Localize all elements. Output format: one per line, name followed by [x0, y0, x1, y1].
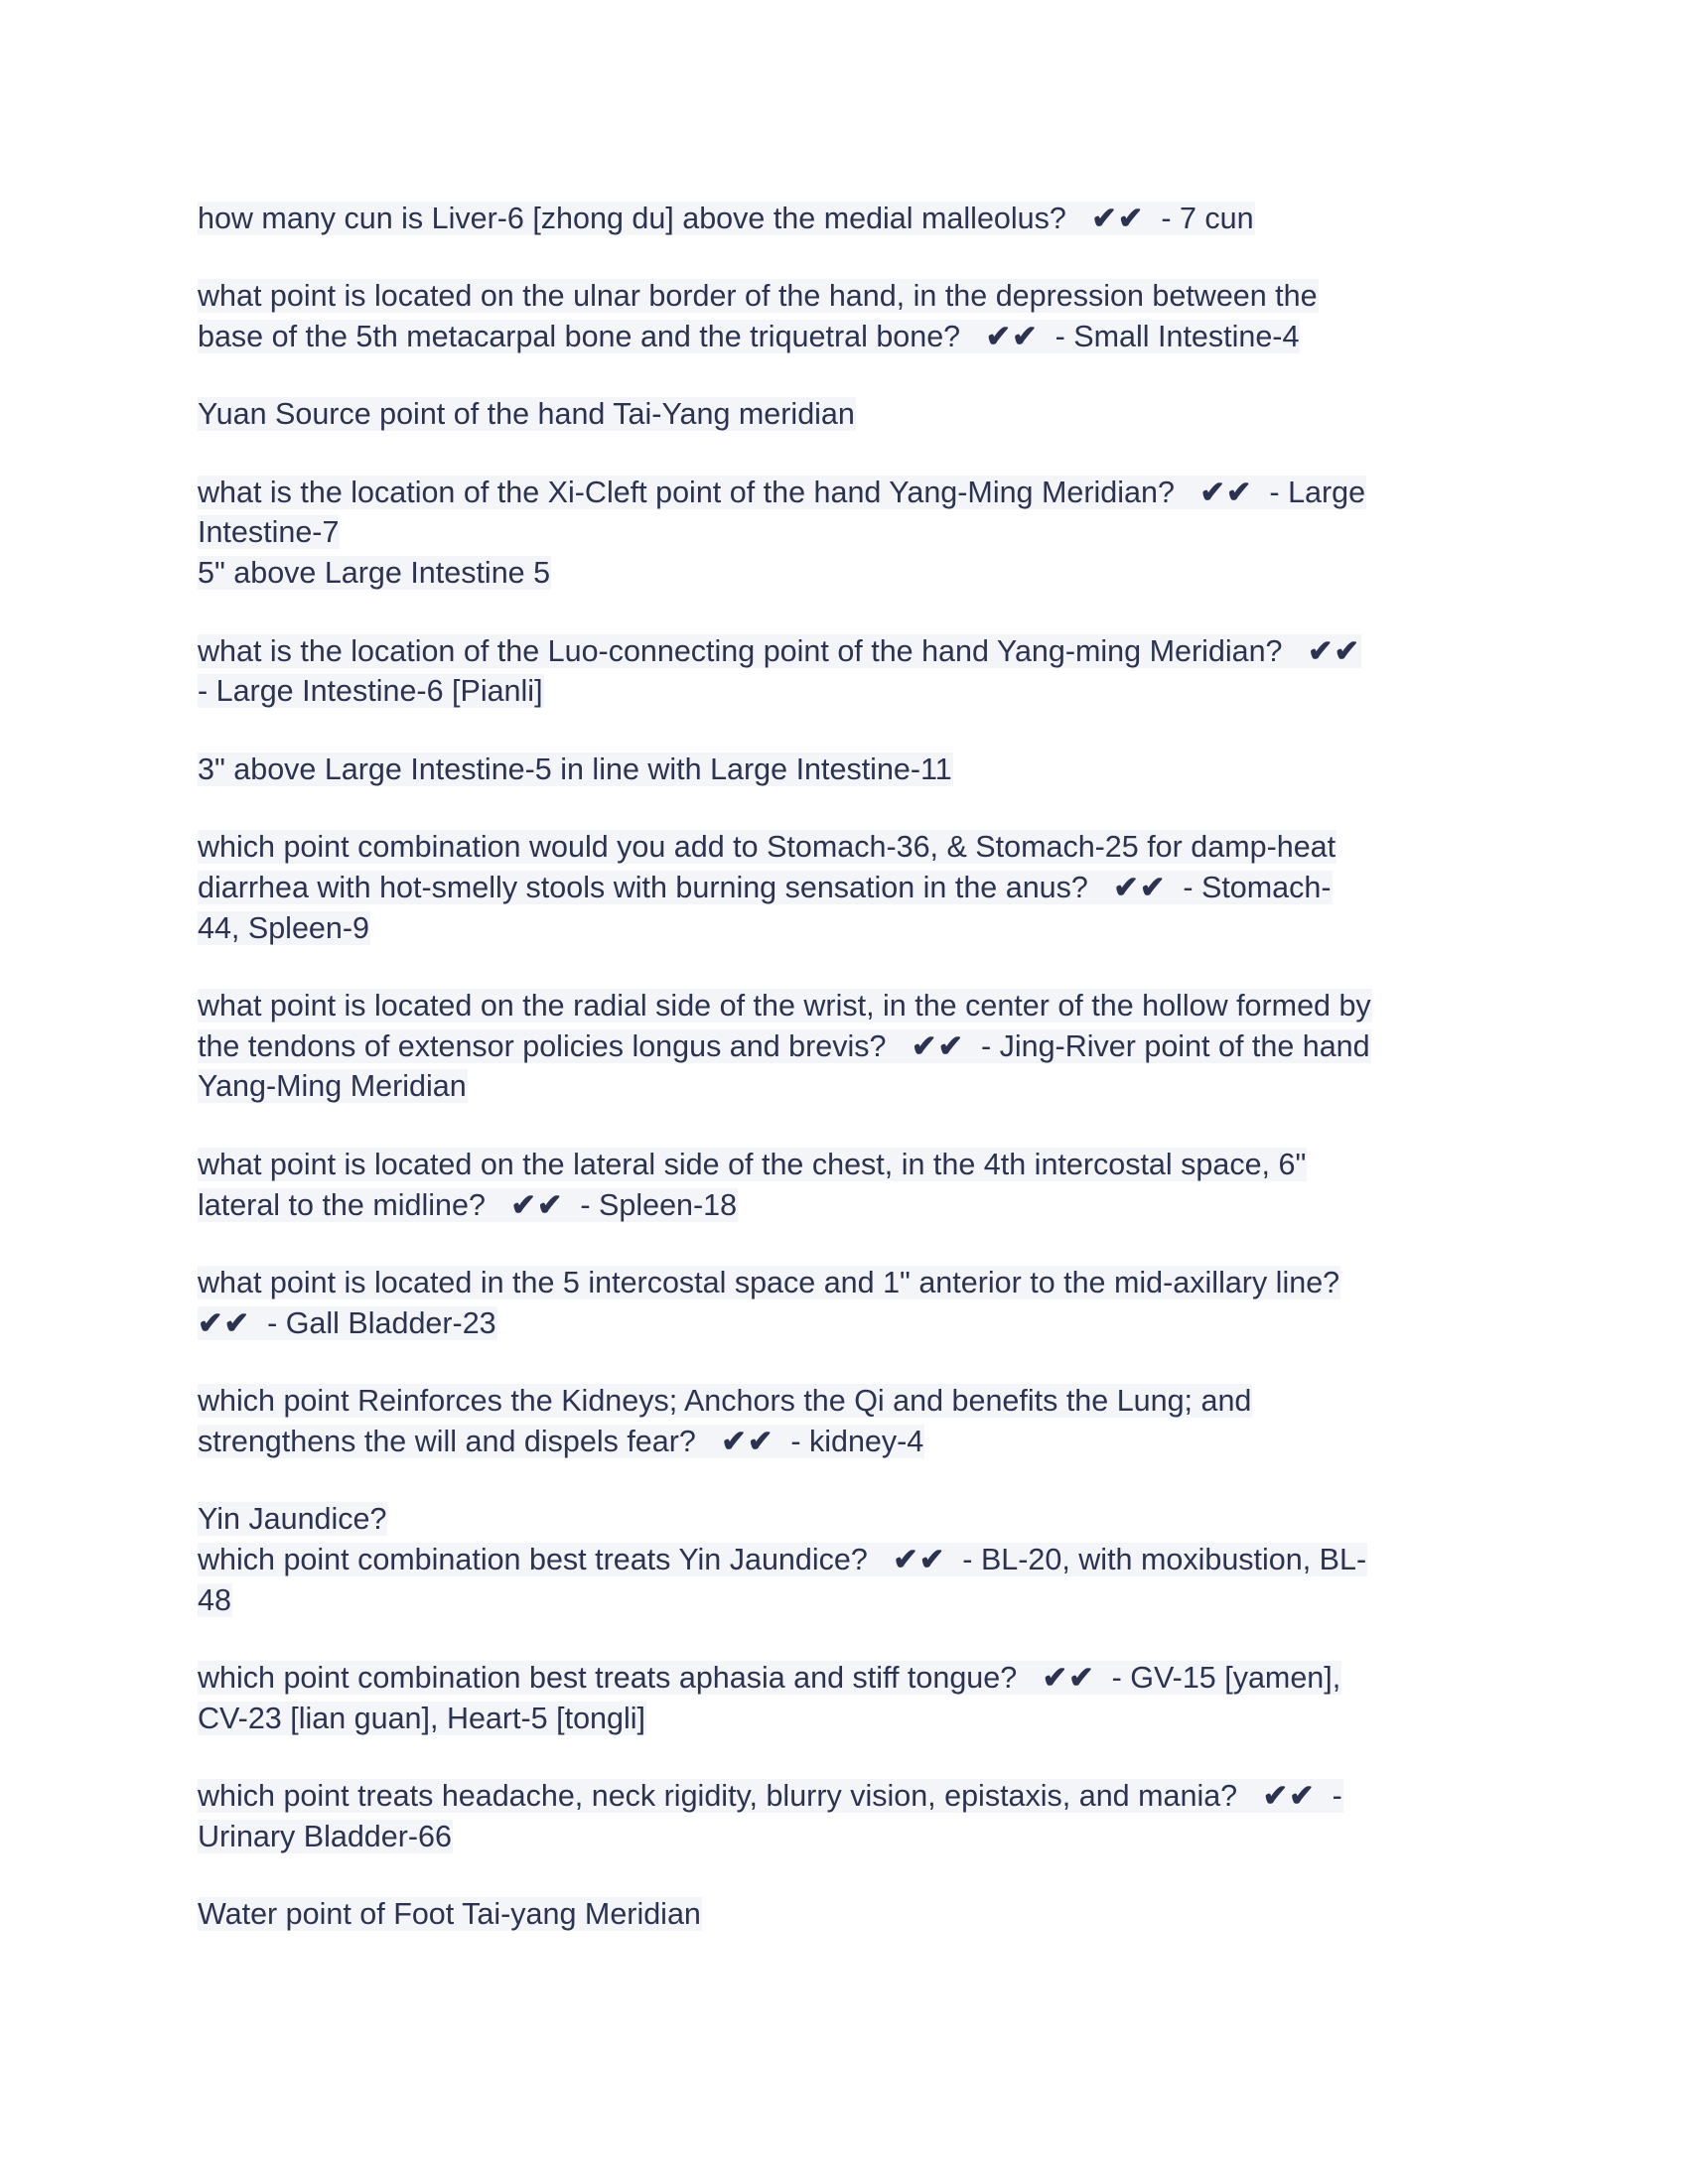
highlighted-text: [198, 1543, 1367, 1576]
question-text: Yuan Source point of the hand Tai-Yang meridian: [198, 397, 855, 432]
highlighted-text: [198, 1702, 646, 1735]
highlighted-text: [198, 202, 1255, 235]
text-line: [198, 512, 1498, 553]
double-check-icon: ✔✔: [1042, 1660, 1095, 1695]
text-line: [198, 276, 1498, 317]
question-text: which point Reinforces the Kidneys; Anchors the Qi and benefits the Lung; and: [198, 1383, 1252, 1418]
text-line: [198, 553, 1498, 594]
answer-text: -: [1315, 1779, 1342, 1814]
text-line: [198, 1381, 1498, 1422]
flashcard-paragraph: [198, 394, 1498, 435]
answer-text: - Large: [1252, 475, 1366, 509]
text-line: [198, 1066, 1498, 1107]
highlighted-text: [198, 397, 856, 431]
flashcard-paragraph: [198, 986, 1498, 1107]
text-line: [198, 1145, 1498, 1185]
flashcard-paragraph: [198, 1776, 1498, 1857]
flashcard-paragraph: [198, 199, 1498, 239]
text-line: [198, 827, 1498, 868]
highlighted-text: [198, 830, 1336, 864]
highlighted-text: [198, 1266, 1340, 1299]
answer-text: - Spleen-18: [563, 1187, 738, 1222]
double-check-icon: ✔✔: [198, 1305, 251, 1340]
question-text: 44, Spleen-9: [198, 910, 369, 945]
highlighted-text: [198, 279, 1319, 313]
text-line: [198, 986, 1498, 1026]
text-line: [198, 394, 1498, 435]
question-text: the tendons of extensor policies longus and brevis?: [198, 1028, 912, 1063]
text-line: [198, 1580, 1498, 1621]
text-line: [198, 1263, 1498, 1303]
highlighted-text: [198, 1820, 453, 1853]
question-text: which point combination best treats Yin Jaundice?: [198, 1542, 894, 1576]
double-check-icon: ✔✔: [510, 1187, 564, 1222]
highlighted-text: [198, 911, 370, 945]
double-check-icon: ✔✔: [911, 1028, 965, 1063]
text-line: [198, 868, 1498, 908]
question-text: what is the location of the Xi-Cleft point of the hand Yang-Ming Meridian?: [198, 475, 1200, 509]
question-text: what is the location of the Luo-connecting point of the hand Yang-ming Meridian?: [198, 633, 1308, 668]
highlighted-text: [198, 1897, 702, 1931]
question-text: 5" above Large Intestine 5: [198, 556, 551, 591]
flashcard-paragraph: [198, 1263, 1498, 1344]
text-line: [198, 1817, 1498, 1857]
question-text: what point is located in the 5 intercostal space and 1" anterior to the mid-axillary line?: [198, 1265, 1340, 1299]
double-check-icon: ✔✔: [1262, 1779, 1316, 1814]
question-text: how many cun is Liver-6 [zhong du] above the medial malleolus?: [198, 202, 1092, 235]
highlighted-text: [198, 1583, 232, 1617]
answer-text: - Stomach-: [1166, 870, 1332, 904]
highlighted-text: [198, 1188, 738, 1222]
highlighted-text: [198, 1069, 468, 1103]
question-text: diarrhea with hot-smelly stools with burning sensation in the anus?: [198, 870, 1114, 904]
flashcard-paragraph: [198, 276, 1498, 357]
flashcard-paragraph: [198, 1381, 1498, 1462]
answer-text: - Jing-River point of the hand: [964, 1028, 1370, 1063]
flashcard-paragraph: [198, 1499, 1498, 1620]
double-check-icon: ✔✔: [1199, 475, 1253, 509]
question-text: Water point of Foot Tai-yang Meridian: [198, 1897, 701, 1932]
text-line: [198, 1026, 1498, 1067]
highlighted-text: [198, 1148, 1307, 1181]
text-line: [198, 631, 1498, 672]
question-text: 48: [198, 1582, 231, 1617]
question-text: what point is located on the radial side of the wrist, in the center of the hollow formed by: [198, 988, 1371, 1023]
question-text: Urinary Bladder-66: [198, 1819, 452, 1853]
highlighted-text: [198, 1384, 1252, 1418]
flashcard-paragraph: [198, 750, 1498, 790]
question-text: which point combination best treats aphasia and stiff tongue?: [198, 1660, 1043, 1695]
question-text: Yin Jaundice?: [198, 1502, 387, 1537]
text-line: [198, 1699, 1498, 1739]
flashcard-paragraph: [198, 1658, 1498, 1739]
text-line: [198, 1776, 1498, 1817]
question-text: which point combination would you add to Stomach-36, & Stomach-25 for damp-heat: [198, 829, 1336, 864]
highlighted-text: [198, 1661, 1341, 1695]
highlighted-text: [198, 871, 1333, 904]
highlighted-text: [198, 320, 1300, 353]
highlighted-text: [198, 989, 1372, 1023]
question-text: what point is located on the lateral side of the chest, in the 4th intercostal space, 6": [198, 1147, 1307, 1181]
highlighted-text: [198, 1425, 924, 1458]
text-line: [198, 1499, 1498, 1540]
highlighted-text: [198, 476, 1366, 509]
text-line: [198, 1185, 1498, 1226]
highlighted-text: [198, 674, 544, 708]
question-text: strengthens the will and dispels fear?: [198, 1424, 722, 1458]
document-page: [198, 199, 1498, 1972]
text-line: [198, 908, 1498, 949]
text-line: [198, 1894, 1498, 1935]
question-text: which point treats headache, neck rigidity, blurry vision, epistaxis, and mania?: [198, 1779, 1263, 1814]
flashcard-paragraph: [198, 1145, 1498, 1226]
answer-text: - GV-15 [yamen],: [1094, 1660, 1341, 1695]
question-text: 3" above Large Intestine-5 in line with Large Intestine-11: [198, 751, 952, 786]
highlighted-text: [198, 515, 340, 549]
question-text: - Large Intestine-6 [Pianli]: [198, 674, 543, 709]
highlighted-text: [198, 752, 953, 786]
highlighted-text: [198, 634, 1361, 668]
highlighted-text: [198, 1779, 1343, 1813]
question-text: base of the 5th metacarpal bone and the triquetral bone?: [198, 320, 986, 354]
flashcard-paragraph: [198, 631, 1498, 713]
double-check-icon: ✔✔: [893, 1542, 946, 1576]
double-check-icon: ✔✔: [1091, 202, 1145, 235]
text-line: [198, 1658, 1498, 1699]
question-text: CV-23 [lian guan], Heart-5 [tongli]: [198, 1701, 645, 1735]
double-check-icon: ✔✔: [721, 1424, 774, 1458]
text-line: [198, 1422, 1498, 1462]
flashcard-paragraph: [198, 827, 1498, 948]
question-text: Intestine-7: [198, 515, 340, 550]
flashcard-paragraph: [198, 473, 1498, 594]
answer-text: - Gall Bladder-23: [250, 1305, 496, 1340]
highlighted-text: [198, 1029, 1371, 1063]
question-text: what point is located on the ulnar border of the hand, in the depression between the: [198, 279, 1318, 314]
answer-text: - 7 cun: [1144, 202, 1254, 235]
highlighted-text: [198, 1502, 387, 1536]
text-line: [198, 199, 1498, 239]
text-line: [198, 473, 1498, 513]
answer-text: - kidney-4: [774, 1424, 924, 1458]
text-line: [198, 750, 1498, 790]
double-check-icon: ✔✔: [1307, 633, 1361, 668]
text-line: [198, 1303, 1498, 1344]
double-check-icon: ✔✔: [985, 320, 1039, 354]
flashcard-paragraph: [198, 1894, 1498, 1935]
highlighted-text: [198, 1306, 497, 1340]
text-line: [198, 671, 1498, 712]
answer-text: - Small Intestine-4: [1038, 320, 1300, 354]
text-line: [198, 1540, 1498, 1580]
double-check-icon: ✔✔: [1113, 870, 1167, 904]
text-line: [198, 317, 1498, 357]
highlighted-text: [198, 556, 551, 590]
question-text: lateral to the midline?: [198, 1187, 511, 1222]
question-text: Yang-Ming Meridian: [198, 1069, 467, 1104]
answer-text: - BL-20, with moxibustion, BL-: [945, 1542, 1367, 1576]
